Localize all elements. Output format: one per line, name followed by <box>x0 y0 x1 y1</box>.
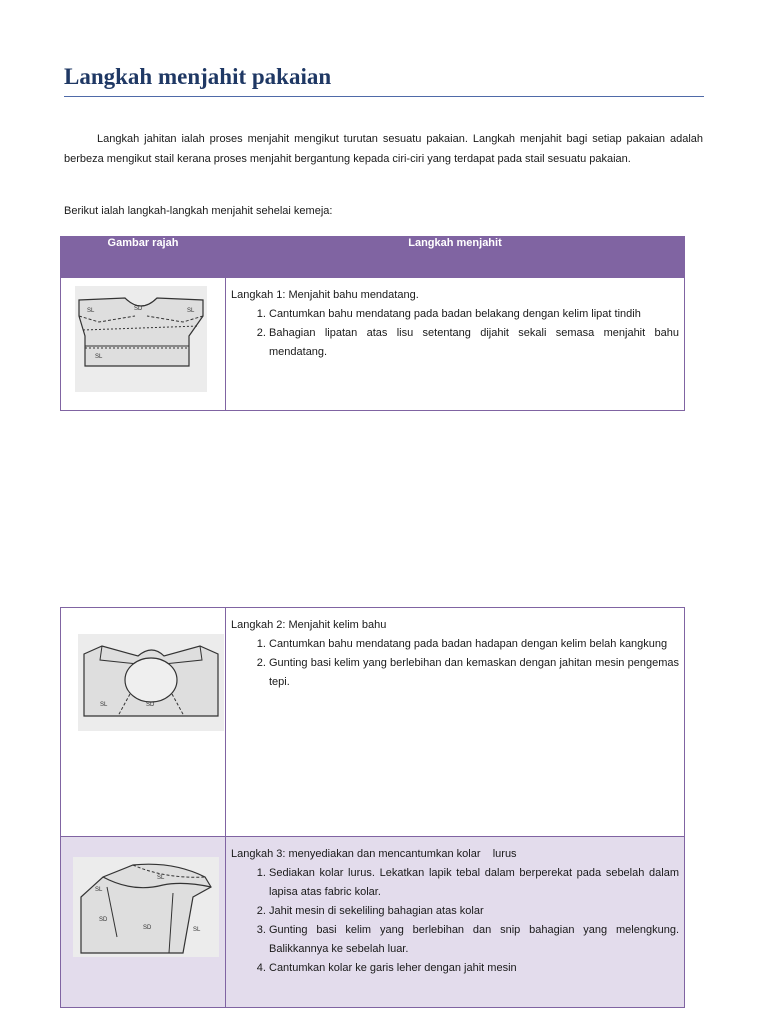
step-2-list <box>231 635 679 692</box>
step-1-label-sl-bottom: SL <box>95 354 103 360</box>
step-1-title: Langkah 1: Menjahit bahu mendatang. <box>231 289 419 301</box>
step-1-diagram <box>75 286 207 392</box>
step-2-label-sl: SL <box>100 702 108 708</box>
steps-table-2 <box>60 607 685 1008</box>
step-3-label-sl-collar: SL <box>157 875 165 881</box>
list-item: 1. Cantumkan bahu mendatang pada badan hadapan dengan kelim belah kangkung <box>269 635 679 654</box>
list-item: 1. Cantumkan bahu mendatang pada badan belakang dengan kelim lipat tindih <box>269 305 679 324</box>
step-1-label-sd: SD <box>134 306 143 312</box>
title-divider <box>64 96 704 97</box>
table-row-step-2 <box>61 608 685 837</box>
step-3-title: Langkah 3: menyediakan dan mencantumkan kolar lurus <box>231 848 517 860</box>
step-1-figure-cell <box>61 278 226 411</box>
list-item: 2. Gunting basi kelim yang berlebihan dan kemaskan dengan jahitan mesin pengemas tepi. <box>269 654 679 692</box>
step-1-text-cell <box>226 278 685 411</box>
table-row-step-3 <box>61 837 685 1008</box>
step-2-figure-cell <box>61 608 226 837</box>
page-title: Langkah menjahit pakaian <box>64 64 332 89</box>
lead-sentence: Berikut ialah langkah-langkah menjahit sehelai kemeja: <box>64 205 333 217</box>
step-1-list <box>231 305 679 362</box>
list-item: 4. Cantumkan kolar ke garis leher dengan jahit mesin <box>269 959 679 978</box>
step-2-title: Langkah 2: Menjahit kelim bahu <box>231 619 387 631</box>
header-image-column: Gambar rajah <box>61 237 226 278</box>
intro-paragraph: Langkah jahitan ialah proses menjahit mengikut turutan sesuatu pakaian. Langkah menjahit bagi setiap pakaian adalah berbeza mengikut stail kerana proses menjahit bergantung kepada ciri-ciri yang terdapat pada stail sesuatu pakaian. <box>64 133 703 165</box>
table-row-step-1 <box>61 278 685 411</box>
step-3-label-sl-right: SL <box>193 927 201 933</box>
step-3-label-sd-center: SD <box>143 925 152 931</box>
step-1-label-sl-left: SL <box>87 308 95 314</box>
list-item: 2. Jahit mesin di sekeliling bahagian atas kolar <box>269 902 679 921</box>
list-item: 1. Sediakan kolar lurus. Lekatkan lapik tebal dalam berperekat pada sebelah dalam lapisa atas fabric kolar. <box>269 864 679 902</box>
step-2-label-sd: SD <box>146 702 155 708</box>
step-2-text-cell <box>226 608 685 837</box>
step-3-diagram <box>73 857 219 957</box>
header-steps-column: Langkah menjahit <box>226 237 685 278</box>
step-2-diagram <box>78 634 224 731</box>
list-item: 3. Gunting basi kelim yang berlebihan dan snip bahagian yang melengkung. Balikkannya ke sebelah luar. <box>269 921 679 959</box>
step-1-label-sl-right: SL <box>187 308 195 314</box>
step-3-list <box>231 864 679 978</box>
table-header-row <box>61 237 685 278</box>
step-3-label-sd-left: SD <box>99 917 108 923</box>
step-3-label-sl-left: SL <box>95 887 103 893</box>
step-3-figure-cell <box>61 837 226 1008</box>
steps-table-1 <box>60 236 685 411</box>
list-item: 2. Bahagian lipatan atas lisu setentang dijahit sekali semasa menjahit bahu mendatang. <box>269 324 679 362</box>
step-3-text-cell <box>226 837 685 1008</box>
